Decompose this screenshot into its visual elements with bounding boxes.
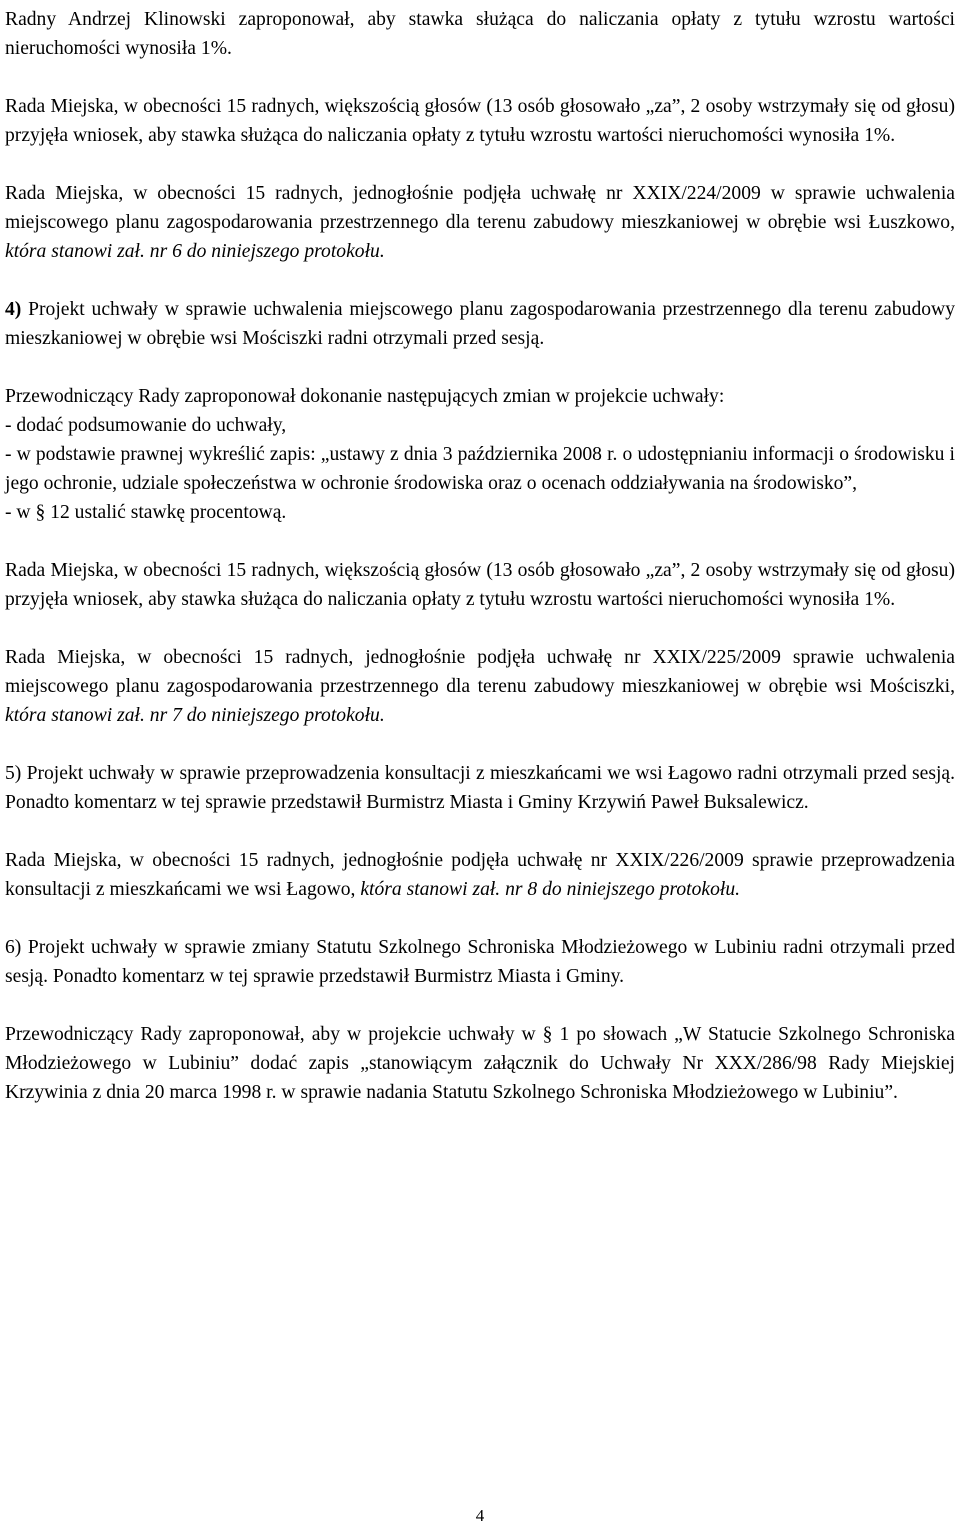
paragraph-item-5: 5) Projekt uchwały w sprawie przeprowadzenia konsultacji z mieszkańcami we wsi Łagowo radni otrzymali przed sesją. Ponadto komentarz w tej sprawie przedstawił Burmistrz Miasta i Gminy Krzywiń Paweł Buksalewicz.	[5, 763, 955, 813]
paragraph-item-6: 6) Projekt uchwały w sprawie zmiany Statutu Szkolnego Schroniska Młodzieżowego w Lubiniu radni otrzymali przed sesją. Ponadto komentarz w tej sprawie przedstawił Burmistrz Miasta i Gminy.	[5, 937, 955, 987]
paragraph-proposal-klinowski: Radny Andrzej Klinowski zaproponował, aby stawka służąca do naliczania opłaty z tytułu wzrostu wartości nieruchomości wynosiła 1%.	[5, 9, 955, 59]
paragraph-resolution-226	[5, 846, 955, 904]
paragraph-chairman-statute-proposal: Przewodniczący Rady zaproponował, aby w projekcie uchwały w § 1 po słowach „W Statucie Szkolnego Schroniska Młodzieżowego w Lubiniu” dodać zapis „stanowiącym załącznik do Uchwały Nr XXX/286/98 Rady Miejskiej Krzywinia z dnia 20 marca 1998 r. w sprawie nadania Statutu Szkolnego Schroniska Młodzieżowego w Lubiniu”.	[5, 1024, 955, 1103]
resolution-224-attachment-note: która stanowi zał. nr 6 do niniejszego protokołu.	[5, 241, 385, 262]
resolution-225-text: Rada Miejska, w obecności 15 radnych, jednogłośnie podjęła uchwałę nr XXIX/225/2009 sprawie uchwalenia miejscowego planu zagospodarowania przestrzennego dla terenu zabudowy mieszkaniowej w obrębie wsi Mościszki,	[5, 647, 955, 697]
resolution-224-text: Rada Miejska, w obecności 15 radnych, jednogłośnie podjęła uchwałę nr XXIX/224/2009 w sprawie uchwalenia miejscowego planu zagospodarowania przestrzennego dla terenu zabudowy mieszkaniowej w obrębie wsi Łuszkowo,	[5, 183, 955, 233]
change-item-3: - w § 12 ustalić stawkę procentową.	[5, 502, 287, 523]
document-page	[5, 0, 955, 1107]
change-item-2: - w podstawie prawnej wykreślić zapis: „ustawy z dnia 3 października 2008 r. o udostępnianiu informacji o środowisku i jego ochronie, udziale społeczeństwa w ochronie środowiska oraz o ocenach oddziaływania na środowisko”,	[5, 444, 955, 494]
page-number: 4	[475, 1506, 485, 1525]
change-item-1: - dodać podsumowanie do uchwały,	[5, 415, 287, 436]
paragraph-resolution-224	[5, 179, 955, 266]
item-4-text: Projekt uchwały w sprawie uchwalenia miejscowego planu zagospodarowania przestrzennego dla terenu zabudowy mieszkaniowej w obrębie wsi Mościszki radni otrzymali przed sesją.	[5, 299, 955, 349]
paragraph-resolution-225	[5, 643, 955, 730]
paragraph-vote-stawka-1: Rada Miejska, w obecności 15 radnych, większością głosów (13 osób głosowało „za”, 2 osoby wstrzymały się od głosu) przyjęła wniosek, aby stawka służąca do naliczania opłaty z tytułu wzrostu wartości nieruchomości wynosiła 1%.	[5, 96, 955, 146]
resolution-226-text: Rada Miejska, w obecności 15 radnych, jednogłośnie podjęła uchwałę nr XXIX/226/2009 sprawie przeprowadzenia konsultacji z mieszkańcami we wsi Łagowo,	[5, 850, 955, 900]
resolution-226-attachment-note: która stanowi zał. nr 8 do niniejszego protokołu.	[360, 879, 741, 900]
paragraph-chairman-changes	[5, 382, 955, 527]
paragraph-item-4	[5, 295, 955, 353]
paragraph-vote-stawka-2: Rada Miejska, w obecności 15 radnych, większością głosów (13 osób głosowało „za”, 2 osoby wstrzymały się od głosu) przyjęła wniosek, aby stawka służąca do naliczania opłaty z tytułu wzrostu wartości nieruchomości wynosiła 1%.	[5, 560, 955, 610]
resolution-225-attachment-note: która stanowi zał. nr 7 do niniejszego protokołu.	[5, 705, 385, 726]
chairman-changes-intro: Przewodniczący Rady zaproponował dokonanie następujących zmian w projekcie uchwały:	[5, 386, 725, 407]
item-4-number: 4)	[5, 299, 22, 320]
